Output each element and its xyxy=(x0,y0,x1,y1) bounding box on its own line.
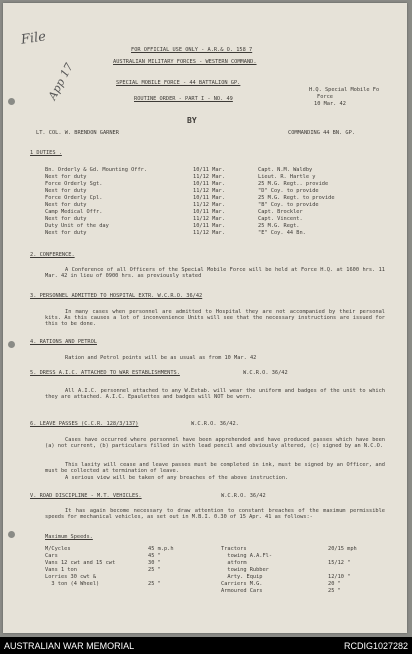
section-4-body: Ration and Petrol points will be as usual as from 10 Mar. 42 xyxy=(65,355,257,361)
duty-date: 10/11 Mar. xyxy=(193,181,225,187)
vehicle-speed: 12/10 " xyxy=(328,574,351,580)
section-5-body: All A.I.C. personnel attached to any W.Estab. will wear the uniform and badges of the unit to which they are attached. A.I.C. Epaulettes and badges will NOT be worn. xyxy=(45,388,385,401)
punch-hole xyxy=(8,531,15,538)
punch-hole xyxy=(8,98,15,105)
section-7-body: It has again become necessary to draw attention to constant breaches of the maximum permissible speeds for mechanical vehicles, as set out in M.B.I. 0.30 of 15 Apr. 41 as follows:- xyxy=(45,508,385,521)
vehicle-type: 3 ton (4 Wheel) xyxy=(45,581,100,587)
section-3-body: In many cases when personnel are admitted to Hospital they are not accompanied by their personal kits. As this causes a lot of inconvenience Units will see that the necessary instructions are issued for this to be done. xyxy=(45,309,385,328)
duty-date: 10/11 Mar. xyxy=(193,209,225,215)
duty-assignee: Capt. Vincent. xyxy=(258,216,303,222)
section-5-ref: W.C.R.O. 36/42 xyxy=(243,370,288,376)
commander-title: COMMANDING 44 BN. GP. xyxy=(288,130,355,136)
section-6-title: 6. LEAVE PASSES (C.C.R. 128/3/137) xyxy=(30,421,139,427)
duty-date: 11/12 Mar. xyxy=(193,188,225,194)
vehicle-speed: 20 " xyxy=(328,581,341,587)
vehicle-type: atform xyxy=(221,560,247,566)
handwritten-app-note: App 17 xyxy=(45,60,76,103)
vehicle-type: Lorries 30 cwt & xyxy=(45,574,97,580)
document-page xyxy=(3,3,407,633)
duty-date: 10/11 Mar. xyxy=(193,167,225,173)
speeds-title: Maximum Speeds. xyxy=(45,534,93,540)
handwritten-file-note: File xyxy=(20,29,47,48)
section-6-body-3: A serious view will be taken of any breaches of the above instruction. xyxy=(65,475,289,481)
header-line-2: AUSTRALIAN MILITARY FORCES - WESTERN COMMAND. xyxy=(113,59,257,65)
duty-date: 10/11 Mar. xyxy=(193,223,225,229)
duty-date: 11/12 Mar. xyxy=(193,216,225,222)
duty-assignee: 25 M.G. Regt. xyxy=(258,223,300,229)
header-line-4: ROUTINE ORDER - PART I - NO. 49 xyxy=(134,96,233,102)
duty-assignee: "D" Coy. to provide xyxy=(258,188,319,194)
section-6-body: Cases have occurred where personnel have been apprehended and have produced passes which have been (a) not current, (b) particulars filled in with lead pencil and obviously altered, (c) signed by an N.C.O. xyxy=(45,437,385,450)
vehicle-speed: 25 " xyxy=(148,567,161,573)
archive-name: AUSTRALIAN WAR MEMORIAL xyxy=(4,641,135,651)
section-6-ref: W.C.R.O. 36/42. xyxy=(191,421,239,427)
duty-date: 11/12 Mar. xyxy=(193,230,225,236)
vehicle-type: M/Cycles xyxy=(45,546,71,552)
section-4-title: 4. RATIONS AND PETROL xyxy=(30,339,97,345)
duty-name: Next for duty xyxy=(45,216,87,222)
vehicle-type: Cars xyxy=(45,553,58,559)
duty-name: Next for duty xyxy=(45,174,87,180)
vehicle-type: Carriers M.G. xyxy=(221,581,263,587)
duty-name: Duty Unit of the day xyxy=(45,223,109,229)
vehicle-type: Vans 1 ton xyxy=(45,567,77,573)
section-1-title: 1 DUTIES . xyxy=(30,150,62,156)
section-7-ref: W.C.R.O. 36/42 xyxy=(221,493,266,499)
duty-assignee: Capt. Brockler xyxy=(258,209,303,215)
vehicle-speed: 30 " xyxy=(148,560,161,566)
section-5-title: 5. DRESS A.I.C. ATTACHED TO WAR ESTABLISHMENTS. xyxy=(30,370,180,376)
vehicle-type: towing A.A.Fl- xyxy=(221,553,273,559)
by-label: BY xyxy=(187,116,197,125)
section-7-title: V. ROAD DISCIPLINE - M.T. VEHICLES. xyxy=(30,493,142,499)
duty-name: Next for duty xyxy=(45,202,87,208)
section-2-title: 2. CONFERENCE. xyxy=(30,252,75,258)
duty-name: Force Orderly Cpl. xyxy=(45,195,103,201)
vehicle-type: Vans 12 cwt and 15 cwt xyxy=(45,560,116,566)
vehicle-speed: 25 " xyxy=(148,581,161,587)
punch-hole xyxy=(8,341,15,348)
vehicle-type: Tractors xyxy=(221,546,247,552)
duty-assignee: Capt. N.M. Waldby xyxy=(258,167,313,173)
vehicle-type: Arty. Equip xyxy=(221,574,263,580)
commander-name: LT. COL. W. BRENDON GARNER xyxy=(36,130,119,136)
vehicle-speed: 45 " xyxy=(148,553,161,559)
duty-name: Next for duty xyxy=(45,230,87,236)
vehicle-speed: 20/15 mph xyxy=(328,546,357,552)
section-2-body: A Conference of all Officers of the Special Mobile Force will be held at Force H.Q. at 1600 hrs. 11 Mar. 42 in lieu of 0900 hrs. as previously stated xyxy=(45,267,385,280)
hq-line-2: Force xyxy=(317,94,333,100)
vehicle-type: Armoured Cars xyxy=(221,588,263,594)
archive-footer xyxy=(0,637,412,654)
duty-assignee: "E" Coy. 44 Bn. xyxy=(258,230,306,236)
archive-id: RCDIG1027282 xyxy=(343,641,408,651)
duty-name: Force Orderly Sgt. xyxy=(45,181,103,187)
duty-date: 10/11 Mar. xyxy=(193,195,225,201)
duty-name: Next for duty xyxy=(45,188,87,194)
header-line-1: FOR OFFICIAL USE ONLY - A.R.& O. 158 7 xyxy=(131,47,253,53)
vehicle-type: towing Rubber xyxy=(221,567,269,573)
section-3-title: 3. PERSONNEL ADMITTED TO HOSPITAL EXTR. W.C.R.O. 36/42 xyxy=(30,293,203,299)
vehicle-speed: 15/12 " xyxy=(328,560,351,566)
duty-name: Camp Medical Offr. xyxy=(45,209,103,215)
vehicle-speed: 25 " xyxy=(328,588,341,594)
duty-date: 11/12 Mar. xyxy=(193,202,225,208)
header-line-3: SPECIAL MOBILE FORCE - 44 BATTALION GP. xyxy=(116,80,241,86)
duty-assignee: 25 M.G. Regt. to provide xyxy=(258,195,335,201)
hq-date: 10 Mar. 42 xyxy=(314,101,346,107)
section-6-body-2: This laxity will cease and leave passes must be completed in ink, must be signed by an Officer, and must be collected at termination of leave. xyxy=(45,462,385,475)
duty-assignee: Lieut. R. Hartle y xyxy=(258,174,316,180)
duty-date: 11/12 Mar. xyxy=(193,174,225,180)
duty-name: Bn. Orderly & Gd. Mounting Offr. xyxy=(45,167,148,173)
hq-line-1: H.Q. Special Mobile Fo xyxy=(309,87,380,93)
duty-assignee: "B" Coy. to provide xyxy=(258,202,319,208)
vehicle-speed: 45 m.p.h xyxy=(148,546,174,552)
duty-assignee: 25 M.G. Regt.. provide xyxy=(258,181,329,187)
